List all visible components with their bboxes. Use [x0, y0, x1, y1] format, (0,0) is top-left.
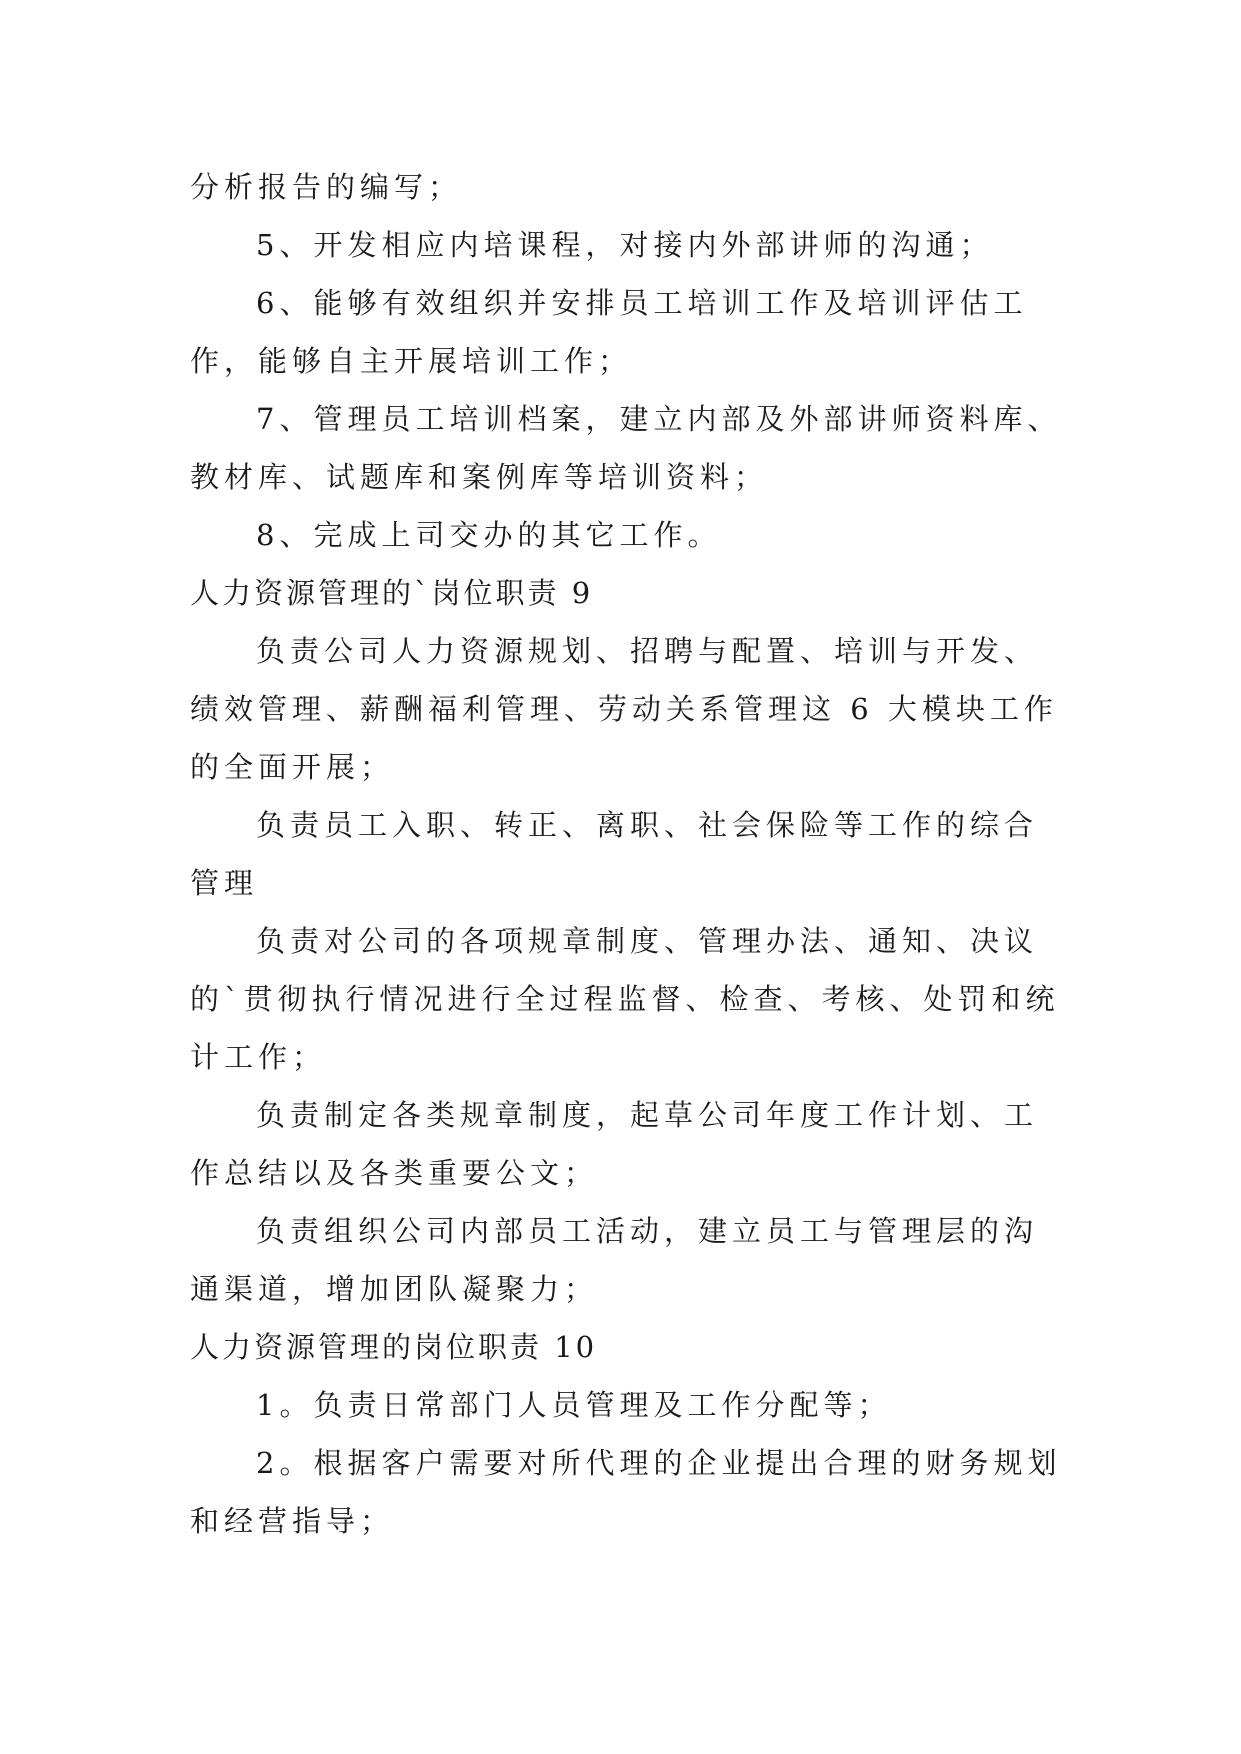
paragraph-regulations: 负责制定各类规章制度，起草公司年度工作计划、工作总结以及各类重要公文； — [190, 1098, 1039, 1190]
paragraph-hr-planning: 负责公司人力资源规划、招聘与配置、培训与开发、绩效管理、薪酬福利管理、劳动关系管理这 6 大模块工作的全面开展； — [190, 634, 1058, 784]
paragraph-activities: 负责组织公司内部员工活动，建立员工与管理层的沟通渠道，增加团队凝聚力； — [190, 1214, 1039, 1306]
paragraph-supervision: 负责对公司的各项规章制度、管理办法、通知、决议的`贯彻执行情况进行全过程监督、检查、考核、处罚和统计工作； — [190, 924, 1060, 1074]
paragraph-item-5: 5、开发相应内培课程，对接内外部讲师的沟通； — [256, 228, 994, 262]
document-body — [190, 158, 1070, 1550]
paragraph-item-7: 7、管理员工培训档案，建立内部及外部讲师资料库、教材库、试题库和案例库等培训资料； — [190, 402, 1062, 494]
paragraph-item-6: 6、能够有效组织并安排员工培训工作及培训评估工作，能够自主开展培训工作； — [190, 286, 1028, 378]
paragraph-item-8: 8、完成上司交办的其它工作。 — [256, 518, 722, 552]
paragraph-item-2: 2。根据客户需要对所代理的企业提出合理的财务规划和经营指导； — [190, 1446, 1062, 1538]
paragraph-item-1: 1。负责日常部门人员管理及工作分配等； — [256, 1388, 892, 1422]
section-heading-10: 人力资源管理的岗位职责 10 — [190, 1330, 598, 1364]
paragraph-analysis-report: 分析报告的编写； — [190, 170, 463, 204]
section-heading-9: 人力资源管理的`岗位职责 9 — [190, 576, 594, 610]
paragraph-onboarding: 负责员工入职、转正、离职、社会保险等工作的综合管理 — [190, 808, 1039, 900]
